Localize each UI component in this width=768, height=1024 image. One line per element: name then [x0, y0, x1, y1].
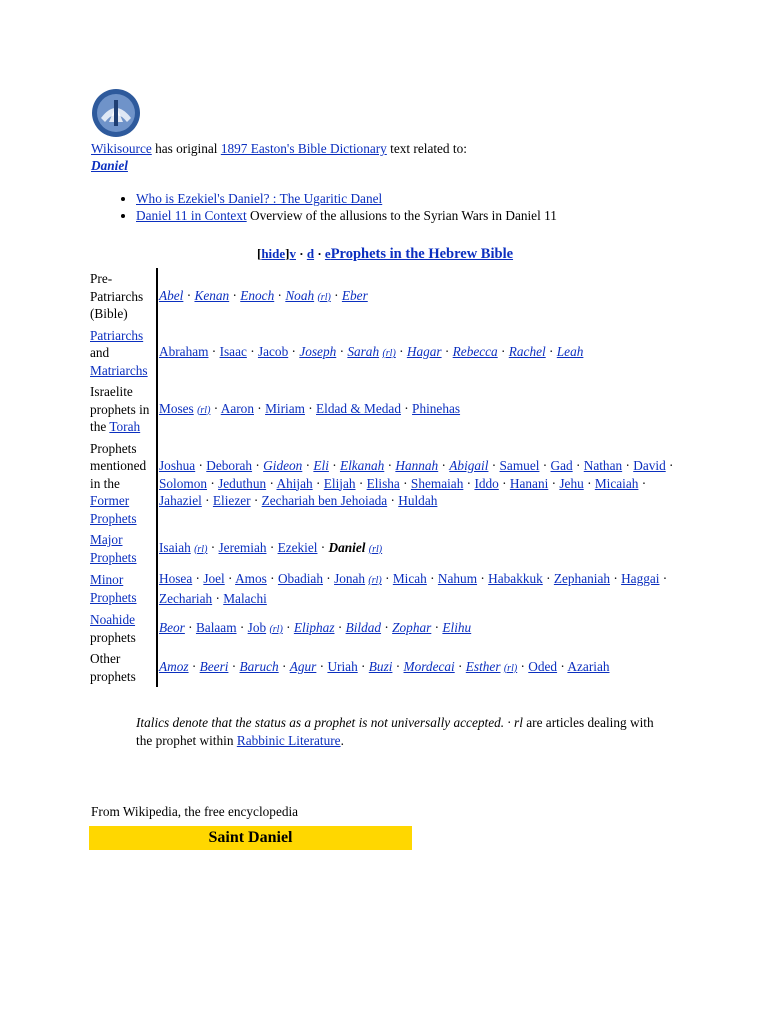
prophet-link[interactable]: Gad [550, 458, 573, 473]
intro-text-2: text related to: [386, 141, 467, 156]
prophet-link[interactable]: Elkanah [339, 458, 385, 473]
table-row [89, 268, 680, 325]
current-prophet: Daniel [328, 539, 366, 555]
prophet-link[interactable]: Rachel [508, 344, 546, 359]
group-list: Amoz · Beeri · Baruch · Agur · Uriah · Buzi · Mordecai · Esther (rl) · Oded · Azariah [157, 648, 680, 687]
group-label [89, 438, 157, 530]
group-label: Pre-Patriarchs (Bible) [90, 271, 144, 321]
footnote-italic: Italics denote that the status as a prophet is not universally accepted. · rl [136, 715, 523, 730]
rabbinic-literature-link[interactable]: (rl) [269, 623, 283, 635]
rabbinic-literature-link[interactable]: (rl) [382, 348, 396, 359]
prophet-link[interactable]: Samuel [499, 458, 540, 473]
prophet-link[interactable]: Zophar [392, 619, 432, 635]
navbox-footnote [136, 714, 666, 750]
prophet-link[interactable]: Agur [289, 658, 317, 674]
rabbinic-literature-link[interactable]: (rl) [197, 404, 211, 416]
group-label-text: Israelite prophets in the [90, 384, 150, 434]
hide-link[interactable]: hide [261, 246, 286, 261]
prophet-link[interactable]: Micah [392, 571, 427, 586]
footnote-end: . [340, 733, 344, 748]
group-label [89, 325, 157, 382]
group-list: Beor · Balaam · Job (rl) · Eliphaz · Bildad · Zophar · Elihu [157, 609, 680, 648]
prophet-link[interactable]: Deborah [206, 458, 253, 473]
intro-text-1: has original [151, 141, 221, 156]
title-banner [89, 826, 412, 850]
table-row [89, 609, 680, 648]
group-label [89, 609, 157, 648]
prophet-link[interactable]: Noah [285, 287, 315, 303]
prophet-link[interactable]: Elijah [323, 475, 356, 491]
prophet-link[interactable]: Jahaziel [159, 493, 202, 508]
rabbinic-literature-link[interactable]: Rabbinic Literature [236, 733, 341, 748]
rabbinic-literature-link[interactable]: (rl) [194, 543, 208, 555]
prophet-link[interactable]: Enoch [240, 287, 275, 303]
wikisource-link[interactable]: Wikisource [91, 141, 152, 156]
eastons-dictionary-link[interactable]: 1897 Easton's Bible Dictionary [220, 141, 387, 156]
prophet-link[interactable]: Job [247, 619, 267, 635]
navbox-title-link[interactable]: Prophets in the Hebrew Bible [330, 246, 514, 262]
table-row [89, 648, 680, 687]
prophet-link[interactable]: Hagar [406, 344, 442, 359]
prophet-link[interactable]: Aaron [220, 400, 254, 416]
prophet-link[interactable]: Huldah [398, 493, 438, 508]
prophet-link[interactable]: Elihu [442, 619, 472, 635]
prophet-link[interactable]: Kenan [194, 287, 230, 303]
daniel-term-link[interactable]: Daniel [91, 158, 128, 173]
prophet-link[interactable]: Beor [159, 619, 185, 635]
prophet-link[interactable]: Habakkuk [488, 571, 543, 586]
prophet-link[interactable]: Eber [341, 287, 368, 303]
prophet-link[interactable]: Ahijah [276, 475, 313, 491]
prophet-link[interactable]: Joshua [159, 458, 196, 473]
group-label [89, 568, 157, 609]
torah-link[interactable]: Torah [109, 419, 141, 434]
prophet-link[interactable]: Balaam [195, 619, 237, 635]
prophet-link[interactable]: Azariah [567, 658, 610, 674]
prophet-link[interactable]: Gideon [263, 458, 303, 473]
prophet-link[interactable]: Isaac [219, 344, 247, 359]
prophet-link[interactable]: Uriah [327, 658, 358, 674]
prophet-link[interactable]: Abel [159, 287, 184, 303]
ugaritic-danel-link[interactable]: Who is Ezekiel's Daniel? : The Ugaritic Danel [136, 191, 383, 206]
from-wikipedia-text: From Wikipedia, the free encyclopedia [91, 804, 299, 819]
prophets-navbox [89, 268, 680, 687]
external-links-list [91, 190, 736, 224]
prophet-link[interactable]: Jacob [257, 344, 289, 359]
prophet-link[interactable]: Beeri [199, 658, 229, 674]
list-item [136, 190, 736, 207]
group-label-text: and [90, 345, 110, 360]
list-item [136, 207, 736, 224]
rabbinic-literature-link[interactable]: (rl) [368, 575, 382, 586]
prophet-link[interactable]: Zechariah ben Jehoiada [261, 493, 388, 508]
prophet-link[interactable]: Elisha [366, 475, 400, 491]
prophet-link[interactable]: Nathan [583, 458, 623, 473]
navbox-title: [hide]v · d · eProphets in the Hebrew Bible [256, 246, 514, 262]
rabbinic-literature-link[interactable]: (rl) [503, 662, 518, 674]
group-list: Abel · Kenan · Enoch · Noah (rl) · Eber [157, 268, 680, 325]
prophet-link[interactable]: Hosea [159, 571, 193, 586]
prophet-link[interactable]: Jeduthun [218, 475, 267, 491]
prophet-link[interactable]: Zephaniah [553, 571, 610, 586]
prophet-link[interactable]: Obadiah [277, 571, 323, 586]
group-label-text: Prophets mentioned in the [90, 440, 147, 491]
major-prophets-link[interactable]: Major Prophets [90, 532, 137, 565]
prophet-link[interactable]: Buzi [368, 658, 393, 674]
prophet-link[interactable]: Joseph [299, 344, 337, 359]
former-prophets-link[interactable]: Former Prophets [90, 493, 137, 526]
prophet-link[interactable]: Nahum [437, 571, 478, 586]
table-row [89, 325, 680, 382]
prophet-link[interactable]: Ezekiel [277, 539, 318, 555]
prophet-link[interactable]: Hannah [395, 458, 439, 473]
group-list: Moses (rl) · Aaron · Miriam · Eldad & Medad · Phinehas [157, 381, 680, 438]
prophet-link[interactable]: Phinehas [412, 400, 461, 416]
banner-title: Saint Daniel [208, 829, 293, 846]
prophet-link[interactable]: Leah [556, 344, 584, 359]
matriarchs-link[interactable]: Matriarchs [90, 362, 148, 378]
noahide-link[interactable]: Noahide [90, 612, 136, 627]
prophet-link[interactable]: Joel [203, 571, 225, 586]
prophet-link[interactable]: Baruch [239, 658, 279, 674]
group-label [89, 529, 157, 568]
prophet-link[interactable]: Bildad [345, 619, 382, 635]
prophet-link[interactable]: Eliphaz [293, 619, 335, 635]
prophet-link[interactable]: David [633, 458, 666, 473]
prophet-link[interactable]: Sarah [347, 344, 380, 359]
prophet-link[interactable]: Eliezer [212, 493, 251, 508]
prophet-link[interactable]: Zechariah [159, 590, 213, 606]
patriarchs-link[interactable]: Patriarchs [90, 327, 144, 343]
prophet-link[interactable]: Moses [159, 400, 194, 416]
wikisource-logo-icon [91, 88, 141, 138]
prophet-link[interactable]: Shemaiah [410, 475, 464, 491]
discuss-link[interactable]: d [306, 246, 315, 261]
table-row [89, 529, 680, 568]
prophet-link[interactable]: Malachi [223, 590, 267, 606]
intro-text [91, 140, 691, 174]
link-description: Overview of the allusions to the Syrian Wars in Daniel 11 [246, 208, 557, 223]
prophet-link[interactable]: Hanani [509, 475, 549, 491]
prophet-link[interactable]: Isaiah [159, 539, 191, 555]
group-list: Joshua · Deborah · Gideon · Eli · Elkanah · Hannah · Abigail · Samuel · Gad · Nathan · David · Solomon · Jeduthun · Ahijah · Elijah · Elisha · Shemaiah · Iddo · Hanani · Jehu · Micaiah · Jahaziel · Eliezer · Zechariah ben Jehoiada · Huldah [157, 438, 680, 530]
group-list: Isaiah (rl) · Jeremiah · Ezekiel · Daniel (rl) [157, 529, 680, 568]
prophet-link[interactable]: Amoz [159, 658, 189, 674]
rabbinic-literature-link[interactable]: (rl) [368, 543, 383, 555]
prophet-link[interactable]: Amos [235, 571, 267, 586]
prophet-link[interactable]: Jehu [559, 475, 584, 491]
prophet-link[interactable]: Esther [465, 658, 501, 674]
group-list: Hosea · Joel · Amos · Obadiah · Jonah (rl) · Micah · Nahum · Habakkuk · Zephaniah · Haggai · Zechariah · Malachi [157, 568, 680, 609]
prophet-link[interactable]: Micaiah [594, 475, 639, 491]
prophet-link[interactable]: Oded [528, 658, 558, 674]
group-label [89, 381, 157, 438]
rabbinic-literature-link[interactable]: (rl) [317, 291, 331, 303]
prophet-link[interactable]: Solomon [159, 475, 208, 491]
minor-prophets-link[interactable]: Minor Prophets [90, 572, 137, 605]
prophet-link[interactable]: Iddo [474, 475, 499, 491]
group-list: Abraham · Isaac · Jacob · Joseph · Sarah (rl) · Hagar · Rebecca · Rachel · Leah [157, 325, 680, 382]
edit-link[interactable]: e [324, 246, 331, 261]
prophet-link[interactable]: Rebecca [452, 344, 498, 359]
prophet-link[interactable]: Abraham [159, 344, 209, 359]
prophet-link[interactable]: Mordecai [403, 658, 455, 674]
prophet-link[interactable]: Eli [313, 458, 329, 473]
table-row [89, 438, 680, 530]
prophet-link[interactable]: Abigail [449, 458, 489, 473]
table-row [89, 381, 680, 438]
prophet-link[interactable]: Miriam [265, 400, 305, 416]
prophet-link[interactable]: Jonah [334, 571, 366, 586]
daniel-11-context-link[interactable]: Daniel 11 in Context [136, 208, 247, 223]
footnote-text: are articles dealing with the prophet within [136, 715, 654, 748]
prophet-link[interactable]: Eldad & Medad [316, 400, 401, 416]
prophet-link[interactable]: Jeremiah [218, 539, 267, 555]
table-row [89, 568, 680, 609]
group-label-text: prophets [90, 629, 136, 645]
prophet-link[interactable]: Haggai [621, 571, 660, 586]
view-link[interactable]: v [289, 246, 296, 261]
group-label: Other prophets [90, 651, 136, 684]
